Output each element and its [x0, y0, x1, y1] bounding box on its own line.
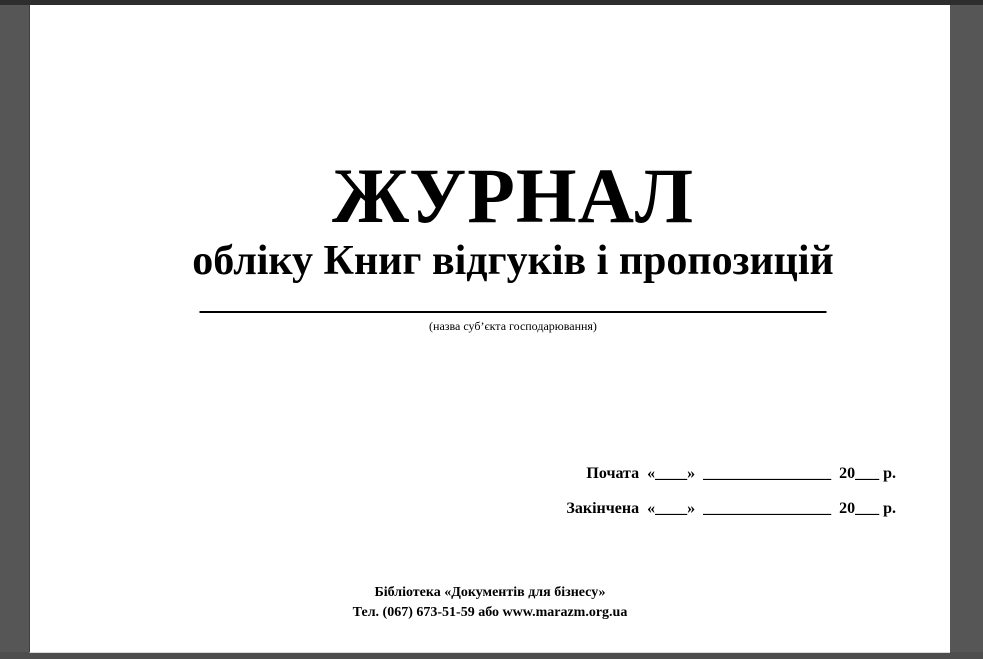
started-date-line: Почата «____» ________________ 20___ р.: [586, 465, 896, 482]
document-page: [29, 5, 950, 653]
footer-library-line: Бібліотека «Документів для бізнесу»: [374, 585, 606, 600]
document-footer: [30, 583, 950, 623]
window-bottom-edge: [0, 652, 983, 659]
subject-name-caption: (назва суб’єкта господарювання): [429, 319, 597, 333]
document-subtitle: обліку Книг відгуків і пропозицій: [192, 238, 834, 284]
document-title: ЖУРНАЛ: [331, 152, 695, 239]
footer-contact-line: Тел. (067) 673-51-59 або www.marazm.org.ua: [352, 605, 628, 620]
document-content: [76, 5, 950, 652]
subject-name-blank-line: [200, 311, 827, 313]
finished-date-line: Закінчена «____» ________________ 20___ р.: [566, 500, 896, 517]
